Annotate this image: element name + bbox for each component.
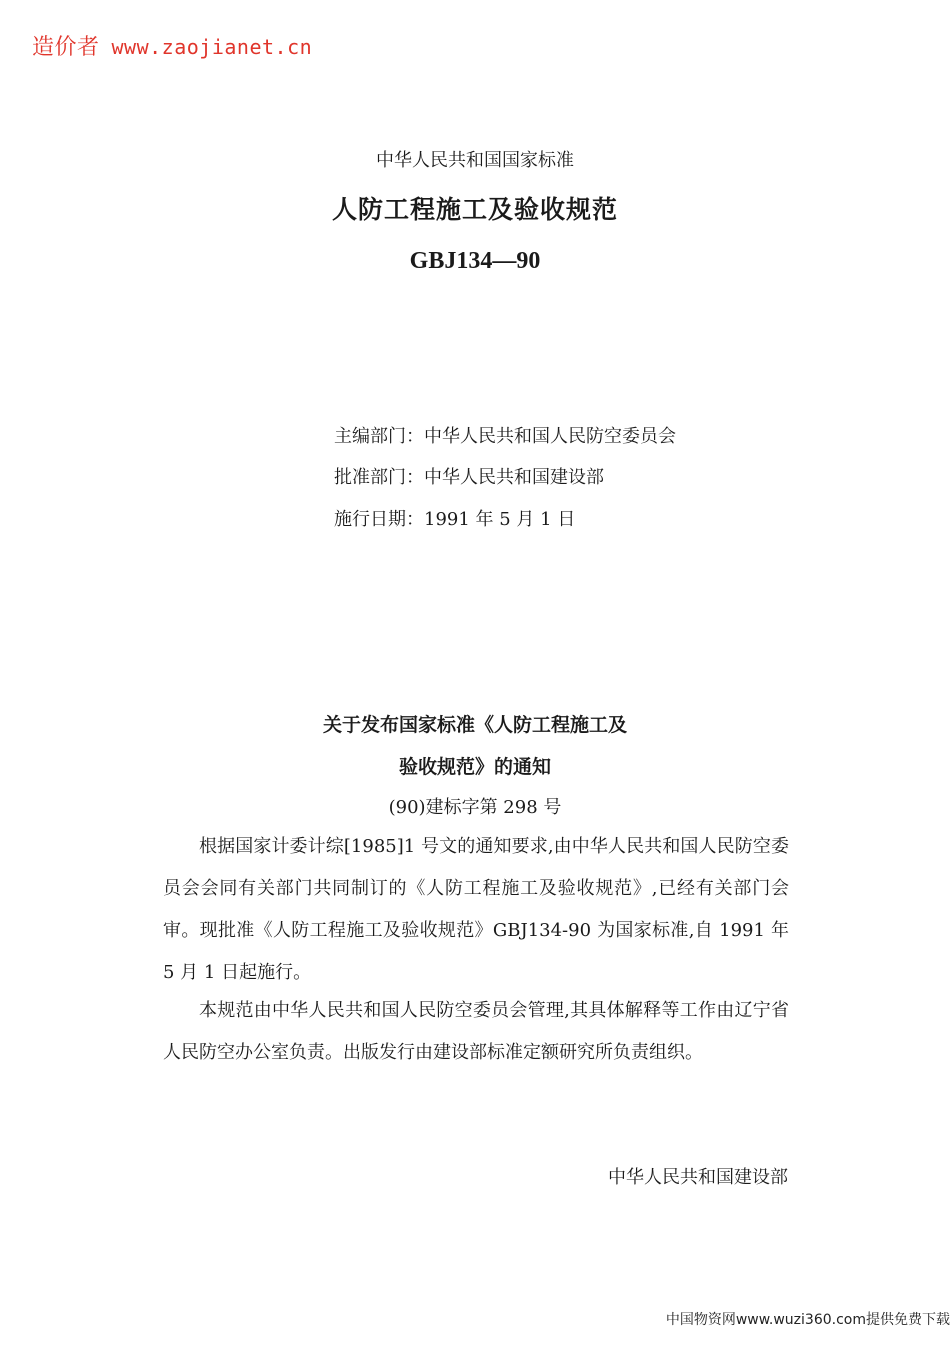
signature: 中华人民共和国建设部 bbox=[608, 1167, 788, 1188]
document-title: 人防工程施工及验收规范 bbox=[331, 195, 618, 224]
approver-department: 批准部门：中华人民共和国建设部 bbox=[334, 467, 604, 488]
notice-number: (90)建标字第 298 号 bbox=[388, 797, 562, 818]
effective-date: 施行日期：1991 年 5 月 1 日 bbox=[334, 509, 576, 530]
editor-department: 主编部门：中华人民共和国人民防空委员会 bbox=[334, 426, 676, 447]
watermark-url: www.zaojianet.cn bbox=[111, 35, 313, 59]
notice-title-line1: 关于发布国家标准《人防工程施工及 bbox=[322, 714, 627, 736]
footer-source-link[interactable]: 中国物资网www.wuzi360.com提供免费下载 bbox=[665, 1312, 950, 1328]
watermark-brand: 造价者 bbox=[32, 35, 100, 60]
notice-paragraph-2: 本规范由中华人民共和国人民防空委员会管理,其具体解释等工作由辽宁省人民防空办公室负责。出版发行由建设部标准定额研究所负责组织。 bbox=[163, 1000, 789, 1063]
notice-title-line2: 验收规范》的通知 bbox=[398, 756, 551, 778]
notice-paragraph-1: 根据国家计委计综[1985]1 号文的通知要求,由中华人民共和国人民防空委员会会同有关部门共同制订的《人防工程施工及验收规范》,已经有关部门会审。现批准《人防工程施工及验收规范》GBJ134-90 为国家标准,自 1991 年 5 月 1 日起施行。 bbox=[163, 836, 789, 983]
watermark-logo bbox=[32, 30, 312, 61]
standard-type: 中华人民共和国国家标准 bbox=[376, 150, 574, 171]
standard-code: GBJ134—90 bbox=[409, 248, 541, 274]
